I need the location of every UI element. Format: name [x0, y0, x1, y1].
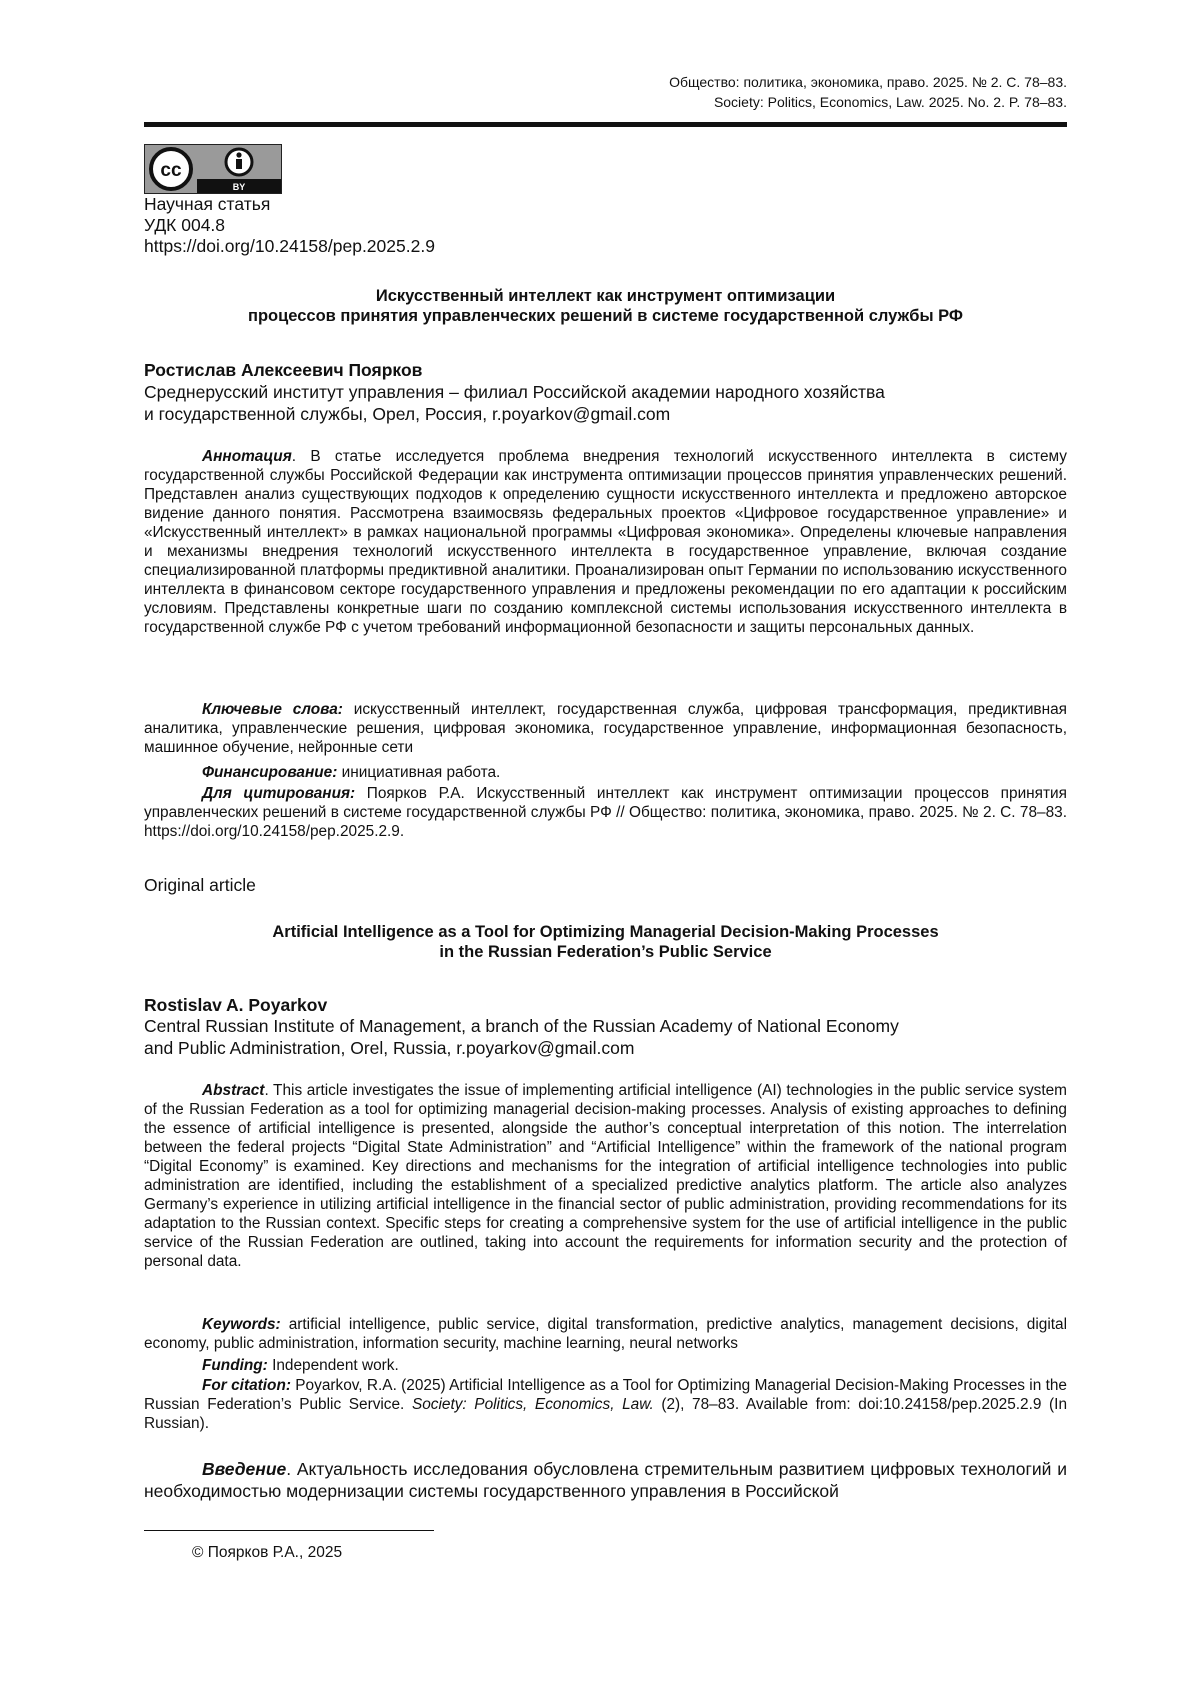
ru-affiliation-line1: Среднерусский институт управления – филиал Российской академии народного хозяйства [144, 382, 885, 402]
ru-citation-text: Поярков Р.А. Искусственный интеллект как инструмент оптимизации процессов принятия управленческих решений в системе государственной службы РФ // Общество: политика, экономика, право. 2025. № 2. С. 78–83. https://doi.org/10.24158/pep.2025.2.9. [144, 785, 1067, 840]
en-abstract [144, 1081, 1067, 1271]
intro-text: . Актуальность исследования обусловлена стремительным развитием цифровых технологий и необходимостью модернизации системы государственного управления в Российской [144, 1459, 1067, 1501]
udk-code: УДК 004.8 [144, 215, 226, 235]
ru-author: Ростислав Алексеевич Поярков [144, 360, 423, 380]
svg-text:cc: cc [160, 160, 182, 181]
article-meta [144, 194, 435, 257]
ru-keywords-text: искусственный интеллект, государственная служба, цифровая трансформация, предиктивная аналитика, управленческие решения, цифровая экономика, государственное управление, информационная безопасность, машинное обучение, нейронные сети [144, 701, 1067, 756]
ru-title [144, 286, 1067, 326]
article-type: Научная статья [144, 194, 271, 214]
ru-funding [144, 763, 1067, 782]
ru-funding-label: Финансирование: [202, 764, 338, 781]
en-author: Rostislav A. Poyarkov [144, 995, 328, 1015]
en-abstract-label: Abstract [202, 1082, 265, 1099]
en-affiliation [144, 1015, 899, 1059]
en-title [144, 922, 1067, 962]
journal-header-ru: Общество: политика, экономика, право. 2025. № 2. С. 78–83. [669, 74, 1067, 90]
en-affiliation-line1: Central Russian Institute of Management, a branch of the Russian Academy of National Economy [144, 1016, 899, 1036]
cc-by-icon [145, 145, 281, 193]
journal-header-en: Society: Politics, Economics, Law. 2025. No. 2. P. 78–83. [713, 94, 1067, 110]
en-funding [144, 1356, 1067, 1375]
en-citation-label: For citation: [202, 1377, 291, 1394]
ru-title-line1: Искусственный интеллект как инструмент оптимизации [375, 287, 836, 305]
ru-citation-label: Для цитирования: [202, 785, 356, 802]
ru-title-line2: процессов принятия управленческих решений в системе государственной службы РФ [247, 307, 963, 325]
doi-link[interactable]: https://doi.org/10.24158/pep.2025.2.9 [144, 236, 435, 256]
en-affiliation-line2: and Public Administration, Orel, Russia, r.poyarkov@gmail.com [144, 1038, 635, 1058]
ru-abstract [144, 447, 1067, 637]
en-keywords-label: Keywords: [202, 1316, 281, 1333]
ru-keywords [144, 700, 1067, 757]
ru-citation [144, 784, 1067, 841]
cc-by-license-badge[interactable] [144, 144, 282, 194]
en-title-line2: in the Russian Federation’s Public Service [439, 943, 772, 961]
en-article-type: Original article [144, 875, 256, 895]
en-keywords-text: artificial intelligence, public service, digital transformation, predictive analytics, management decisions, digital economy, public administration, information security, machine learning, neural networks [144, 1316, 1067, 1352]
intro-label: Введение [202, 1459, 287, 1479]
cc-by-label: BY [232, 182, 246, 192]
intro-paragraph [144, 1458, 1067, 1502]
en-funding-text: Independent work. [267, 1357, 399, 1374]
en-citation-text1: Poyarkov, R.A. (2025) Artificial Intelligence as a Tool for Optimizing Managerial Decision-Making Processes in the Russian Federation’s Public Service. [144, 1377, 1067, 1413]
en-abstract-text: . This article investigates the issue of implementing artificial intelligence (AI) technologies in the public service system of the Russian Federation as a tool for optimizing managerial decision-making processes. Analysis of existing approaches to defining the essence of artificial intelligence is presented, alongside the author’s conceptual interpretation of this notion. The interrelation between the federal projects “Digital State Administration” and “Artificial Intelligence” within the framework of the national program “Digital Economy” is examined. Key directions and mechanisms for the integration of artificial intelligence technologies into public administration are identified, including the establishment of a specialized predictive analytics platform. The article also analyzes Germany’s experience in utilizing artificial intelligence in the financial sector of public administration, providing recommendations for its adaptation to the Russian context. Specific steps for creating a comprehensive system for the use of artificial intelligence in the public service of the Russian Federation are outlined, taking into account the requirements for information security and the protection of personal data. [144, 1082, 1067, 1270]
en-citation [144, 1376, 1067, 1433]
ru-affiliation-line2: и государственной службы, Орел, Россия, r.poyarkov@gmail.com [144, 404, 671, 424]
ru-affiliation [144, 381, 885, 425]
journal-header [669, 72, 1067, 112]
ru-abstract-text: . В статье исследуется проблема внедрения технологий искусственного интеллекта в систему государственной службы Российской Федерации как инструмента оптимизации процессов принятия управленческих решений. Представлен анализ существующих подходов к определению сущности искусственного интеллекта и предложено авторское видение данного понятия. Рассмотрена взаимосвязь федеральных проектов «Цифровое государственное управление» и «Искусственный интеллект» в рамках национальной программы «Цифровая экономика». Определены ключевые направления и механизмы внедрения технологий искусственного интеллекта в государственное управление, включая создание специализированной платформы предиктивной аналитики. Проанализирован опыт Германии по использованию искусственного интеллекта в финансовом секторе государственного управления и предложены рекомендации по его адаптации к российским условиям. Представлены конкретные шаги по созданию комплексной системы использования искусственного интеллекта в государственной службе РФ с учетом требований информационной безопасности и защиты персональных данных. [144, 448, 1067, 636]
header-rule [144, 122, 1067, 127]
footnote-rule [144, 1530, 434, 1531]
copyright-footnote: © Поярков Р.А., 2025 [192, 1544, 343, 1561]
ru-abstract-label: Аннотация [202, 448, 292, 465]
en-citation-text2: (2), 78–83. Available from: doi:10.24158/pep.2025.2.9 (In Russian). [144, 1396, 1068, 1432]
en-keywords [144, 1315, 1067, 1353]
ru-keywords-label: Ключевые слова: [202, 701, 343, 718]
ru-funding-text: инициативная работа. [337, 764, 501, 781]
en-title-line1: Artificial Intelligence as a Tool for Optimizing Managerial Decision-Making Processes [272, 923, 939, 941]
en-citation-journal: Society: Politics, Economics, Law. [411, 1396, 654, 1413]
en-funding-label: Funding: [202, 1357, 268, 1374]
